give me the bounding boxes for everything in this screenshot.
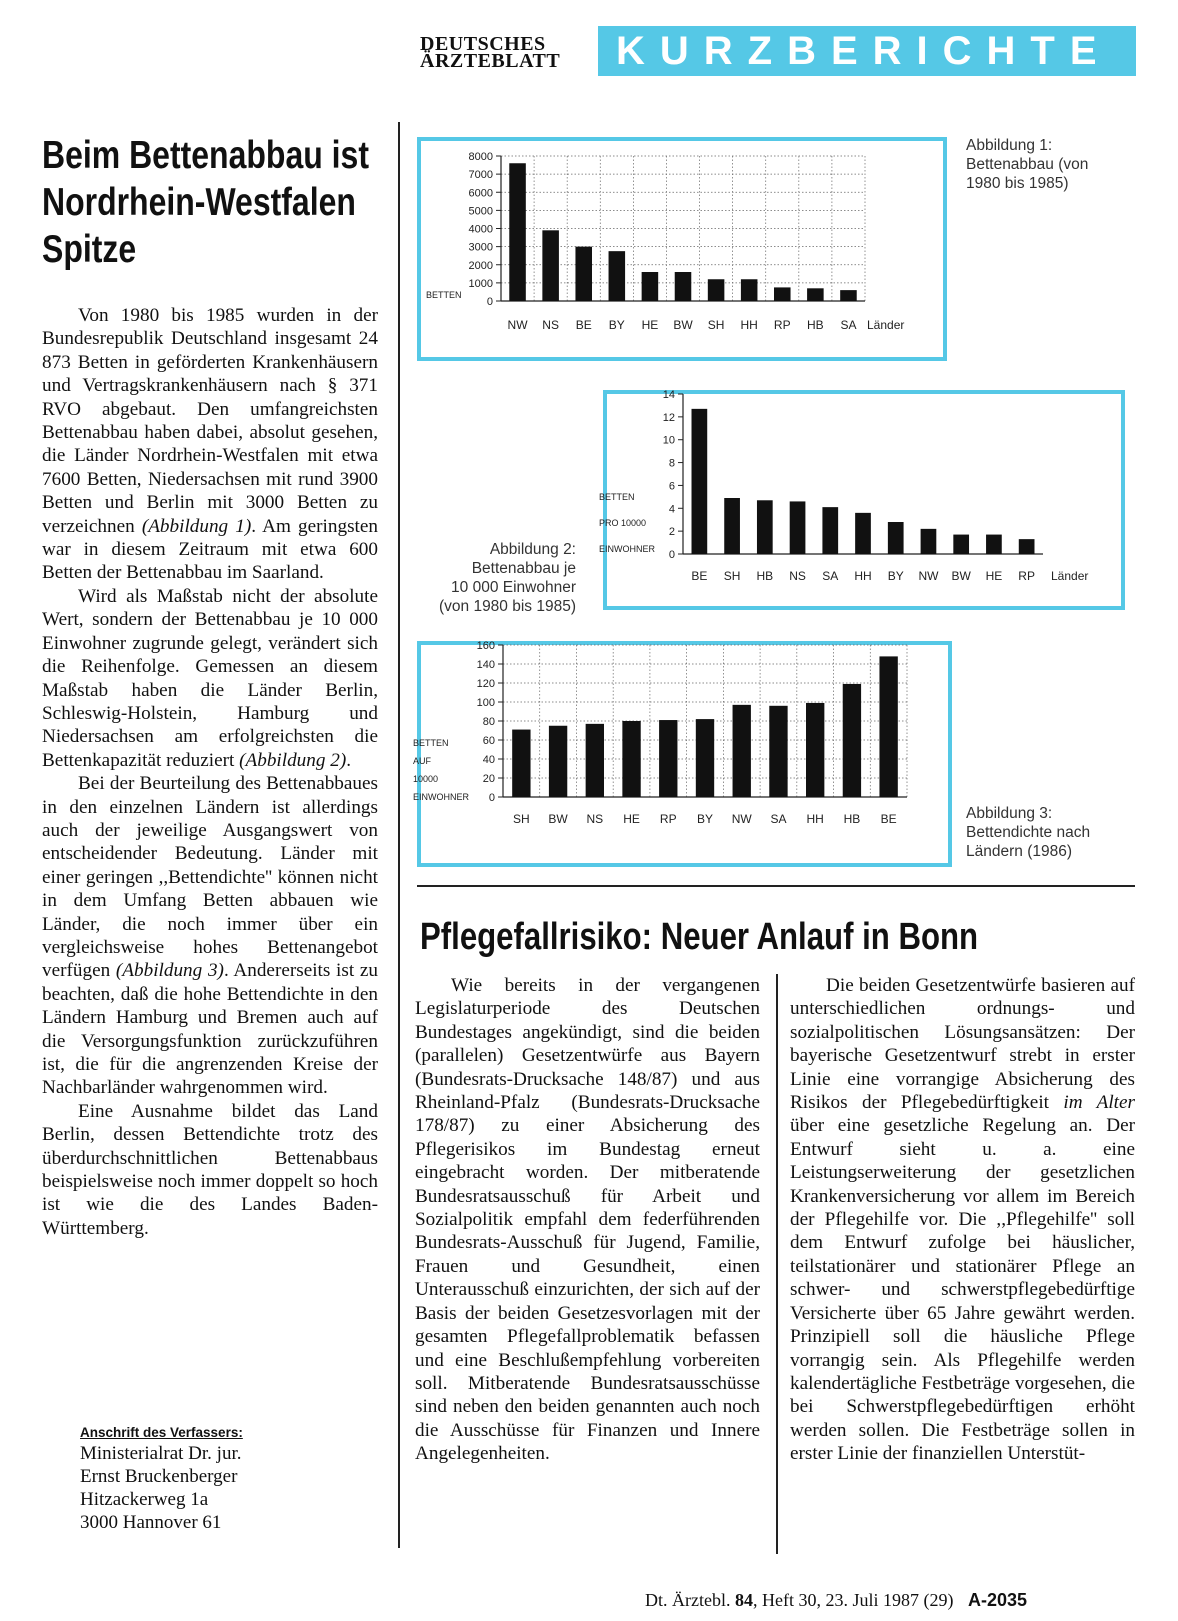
bar: [822, 507, 838, 554]
bar: [512, 730, 530, 797]
y-tick-label: 2: [668, 526, 675, 539]
bar: [586, 724, 604, 797]
footer-page: A-2035: [967, 1590, 1028, 1610]
x-tick-label: NS: [789, 569, 806, 583]
bar: [724, 498, 740, 554]
y-axis-label: EINWOHNER: [413, 792, 469, 802]
bar: [806, 703, 824, 797]
y-tick-label: 80: [482, 716, 495, 728]
caption-fig3: [966, 804, 1090, 861]
y-tick-label: 120: [476, 678, 495, 690]
chart-1-svg: [421, 141, 943, 357]
address-label: Anschrift des Verfassers:: [80, 1425, 243, 1440]
x-tick-label: RP: [773, 318, 791, 332]
y-axis-label: AUF: [413, 756, 431, 766]
article1-paragraph: Wird als Maßstab nicht der absolute Wert, sondern der Bettenabbau je 10 000 Einwohner zugrunde gelegt, verändert sich die Reihenfolge. Gemessen an diesem Maßstab haben die Länder Berlin, Schleswig-Holstein, Hamburg und Niedersachsen am erfolgreichsten die Bettenkapazität reduziert (Abbildung 2).: [42, 585, 378, 771]
chart-2-svg: [599, 389, 1121, 606]
bar: [807, 288, 824, 301]
y-tick-label: 4000: [468, 223, 493, 236]
bar: [549, 726, 567, 797]
bar: [769, 706, 787, 797]
x-tick-label: SA: [822, 569, 839, 583]
footer-issue: , Heft 30, 23. Juli 1987 (29): [752, 1590, 954, 1610]
caption-line: Bettenabbau je: [471, 560, 576, 577]
footer-volume: 84: [734, 1590, 753, 1610]
bar: [888, 522, 904, 554]
y-tick-label: 5000: [468, 205, 493, 218]
x-tick-label: SH: [707, 318, 725, 332]
article1-paragraph: Bei der Beurteilung des Bettenabbaues in den einzelnen Ländern ist allerdings auch der jeweilige Ausgangswert von entscheidender Bedeutung. Länder mit einer geringen ,,Bettendichte'' können nicht in dem Umfang Betten abbauen wie Länder, die noch immer über ein vergleichsweise hohes Bettenangebot verfügen (Abbildung 3). Andererseits ist zu beachten, daß die hohe Bettendichte in den Ländern Hamburg und Bremen auch auf die Versorgungsfunktion zurückzuführen ist, die für die angrenzenden Kreise der Nachbarländer wahrgenommen wird.: [42, 773, 379, 1099]
article-separator: [417, 885, 1135, 887]
x-tick-label: HE: [641, 318, 659, 332]
chart-3-svg: [413, 640, 948, 863]
article1-paragraph: Eine Ausnahme bildet das Land Berlin, dessen Bettendichte trotz des überdurchschnittlichen Bettenabbaus beispielsweise noch immer doppelt so hoch ist wie die des Landes Baden-Württemberg.: [42, 1100, 378, 1239]
bar: [575, 247, 592, 301]
y-tick-label: 0: [668, 549, 675, 561]
y-tick-label: 8000: [468, 151, 493, 163]
x-tick-label: BY: [696, 812, 714, 826]
y-tick-label: 8: [668, 457, 675, 470]
x-tick-label: SA: [770, 812, 787, 826]
bar: [741, 279, 758, 301]
y-tick-label: 60: [482, 735, 495, 747]
y-tick-label: 100: [476, 697, 495, 709]
chart-1: [417, 137, 947, 361]
address-line: 3000 Hannover 61: [80, 1512, 222, 1533]
bar: [609, 251, 626, 301]
article2-paragraph: Wie bereits in der vergangenen Legislaturperiode des Deutschen Bundestages angekündigt, sind die beiden (parallelen) Gesetzentwürfe aus Bayern (Bundesrats-Drucksache 148/87) und aus Rheinland-Pfalz (Bundesrats-Drucksache 178/87) zu einer Absicherung des Pflegerisikos im Bundestag erneut eingebracht worden. Der mitberatende Bundesratsausschuß für Arbeit und Sozialpolitik empfahl dem federführenden Bundesrats-Ausschuß für Jugend, Familie, Frauen und Gesundheit, einen Unterausschuß einzurichten, der sich auf der Basis der beiden Gesetzesvorlagen mit der gesamten Pflegefallproblematik befassen und eine Beschlußempfehlung vorbereiten soll. Mitberatende Bundesratsausschüsse sind neben den beiden genannten auch noch die Ausschüsse für Finanzen und Innere Angelegenheiten.: [415, 975, 760, 1465]
y-axis-label: BETTEN: [426, 290, 462, 300]
x-tick-label: HH: [806, 812, 824, 826]
x-tick-label: BW: [673, 318, 693, 332]
bar: [879, 656, 897, 797]
y-tick-label: 6: [668, 480, 675, 493]
bar: [843, 684, 861, 797]
caption-fig2: [400, 540, 576, 616]
bar: [696, 719, 714, 797]
y-tick-label: 2000: [468, 259, 493, 272]
x-tick-label: SA: [840, 318, 857, 332]
caption-line: Bettenabbau (von: [966, 156, 1089, 173]
caption-line: Abbildung 3:: [966, 805, 1053, 822]
bar: [986, 535, 1002, 554]
caption-line: Abbildung 2:: [489, 541, 576, 558]
article2-title: Pflegefallrisiko: Neuer Anlauf in Bonn: [420, 916, 979, 958]
section-banner: [598, 26, 1136, 76]
bar: [622, 721, 640, 797]
x-tick-label: NS: [586, 812, 604, 826]
bar: [692, 409, 708, 554]
y-tick-label: 4: [668, 503, 675, 516]
address-line: Hitzackerweg 1a: [80, 1489, 209, 1510]
y-tick-label: 10: [662, 434, 675, 447]
bar: [855, 513, 871, 554]
caption-fig1: [966, 136, 1088, 193]
x-tick-label: NW: [507, 318, 528, 332]
author-address: [80, 1424, 243, 1534]
bar: [509, 163, 526, 301]
y-tick-label: 140: [476, 659, 495, 671]
bar: [733, 705, 751, 797]
journal-name-line1: DEUTSCHES: [420, 33, 546, 55]
caption-line: (von 1980 bis 1985): [438, 598, 576, 615]
address-line: Ernst Bruckenberger: [80, 1466, 238, 1487]
caption-line: 1980 bis 1985): [966, 175, 1069, 192]
y-axis-label: PRO 10000: [599, 518, 647, 528]
bar: [757, 500, 773, 554]
bar: [953, 535, 969, 554]
section-title: KURZBERICHTE: [616, 29, 1112, 73]
x-tick-label: RP: [1018, 569, 1035, 583]
article2-column2: [790, 974, 1135, 1466]
chart-3: [413, 640, 952, 867]
x-axis-label: Länder: [867, 318, 905, 332]
y-axis-label: BETTEN: [413, 738, 449, 748]
bar: [642, 272, 659, 301]
y-tick-label: 20: [482, 773, 495, 785]
y-axis-label: 10000: [413, 774, 439, 784]
x-tick-label: BE: [575, 318, 592, 332]
bar: [542, 230, 559, 301]
article2-column1: [415, 974, 760, 1466]
caption-line: Bettendichte nach: [966, 824, 1091, 841]
y-tick-label: 12: [662, 411, 675, 424]
x-tick-label: SH: [723, 569, 741, 583]
x-tick-label: SH: [513, 812, 530, 826]
journal-name-line2: ÄRZTEBLATT: [420, 50, 561, 72]
y-tick-label: 6000: [468, 187, 493, 200]
bar: [659, 720, 677, 797]
bar: [708, 279, 725, 301]
y-tick-label: 1000: [468, 277, 493, 290]
y-tick-label: 160: [476, 640, 495, 652]
footer-journal: Dt. Ärztebl.: [645, 1590, 731, 1610]
y-axis-label: BETTEN: [599, 492, 635, 502]
x-tick-label: HB: [756, 569, 774, 583]
page-footer: [645, 1590, 1027, 1611]
bar: [675, 272, 692, 301]
journal-name: [420, 33, 561, 72]
caption-line: Abbildung 1:: [966, 137, 1053, 154]
chart-2: [599, 389, 1125, 610]
article2-paragraph: Die beiden Gesetzentwürfe basieren auf unterschiedlichen ordnungs- und sozialpolitischen Lösungsansätzen: Der bayerische Gesetzentwurf strebt in erster Linie eine vorrangige Absicherung des Risikos der Pflegebedürftigkeit im Alter über eine gesetzliche Regelung an. Der Entwurf sieht u. a. eine Leistungserweiterung der gesetzlichen Krankenversicherung vor allem im Bereich der Pflegehilfe vor. Die ,,Pflegehilfe'' soll dem Entwurf zufolge bei häuslicher, teilstationärer und stationärer Pflege an schwer- und schwerstpflegebedürftige Versicherte über 65 Jahre gewährt werden. Prinzipiell soll die häusliche Pflege vorrangig sein. Als Pflegehilfe werden kalendertägliche Festbeträge vorgesehen, die bei Schwerstpflegebedürftigen erhöht werden sollen. Die Festbeträge sollen in erster Linie der finanziellen Unterstüt-: [790, 975, 1135, 1465]
address-line: Ministerialrat Dr. jur.: [80, 1443, 242, 1464]
bar: [840, 290, 857, 301]
column-divider: [776, 974, 778, 1554]
x-tick-label: HE: [623, 812, 640, 826]
y-tick-label: 0: [486, 296, 493, 308]
x-tick-label: NW: [918, 569, 939, 583]
y-tick-label: 14: [662, 389, 675, 401]
article1-body: [42, 304, 378, 1240]
x-axis-label: Länder: [1051, 569, 1089, 583]
x-tick-label: HH: [740, 318, 758, 332]
y-tick-label: 7000: [468, 169, 493, 182]
bar: [1019, 539, 1035, 554]
x-tick-label: BW: [951, 569, 971, 583]
bar: [921, 529, 937, 554]
x-tick-label: BY: [608, 318, 625, 332]
x-tick-label: NS: [542, 318, 559, 332]
y-tick-label: 3000: [468, 241, 493, 254]
x-tick-label: RP: [659, 812, 677, 826]
caption-line: 10 000 Einwohner: [451, 579, 576, 596]
x-tick-label: BE: [691, 569, 708, 583]
x-tick-label: HB: [843, 812, 861, 826]
y-tick-label: 40: [482, 754, 495, 766]
x-tick-label: BY: [887, 569, 904, 583]
x-tick-label: NW: [731, 812, 752, 826]
caption-line: Ländern (1986): [966, 843, 1072, 860]
article1-paragraph: Von 1980 bis 1985 wurden in der Bundesrepublik Deutschland insgesamt 24 873 Betten in geförderten Krankenhäusern und Vertragskrankenhäusern nach § 371 RVO abgebaut. Den umfangreichsten Bettenabbau haben dabei, absolut gesehen, die Länder Nordrhein-Westfalen mit etwa 7600 Betten, Niedersachsen mit rund 3900 Betten und Berlin mit 3000 Betten zu verzeichnen (Abbildung 1). Am geringsten war in diesem Zeitraum mit etwa 600 Betten der Bettenabbau im Saarland.: [42, 305, 378, 584]
x-tick-label: HB: [807, 318, 824, 332]
x-tick-label: BE: [880, 812, 897, 826]
bar: [774, 287, 791, 301]
x-tick-label: HE: [985, 569, 1003, 583]
y-axis-label: EINWOHNER: [599, 544, 655, 554]
article1-title: Beim Bettenabbau ist Nordrhein-Westfalen Spitze: [42, 134, 369, 271]
x-tick-label: BW: [548, 812, 568, 826]
bar: [790, 501, 806, 554]
y-tick-label: 0: [488, 792, 495, 804]
column-divider: [398, 122, 400, 1548]
x-tick-label: HH: [854, 569, 872, 583]
